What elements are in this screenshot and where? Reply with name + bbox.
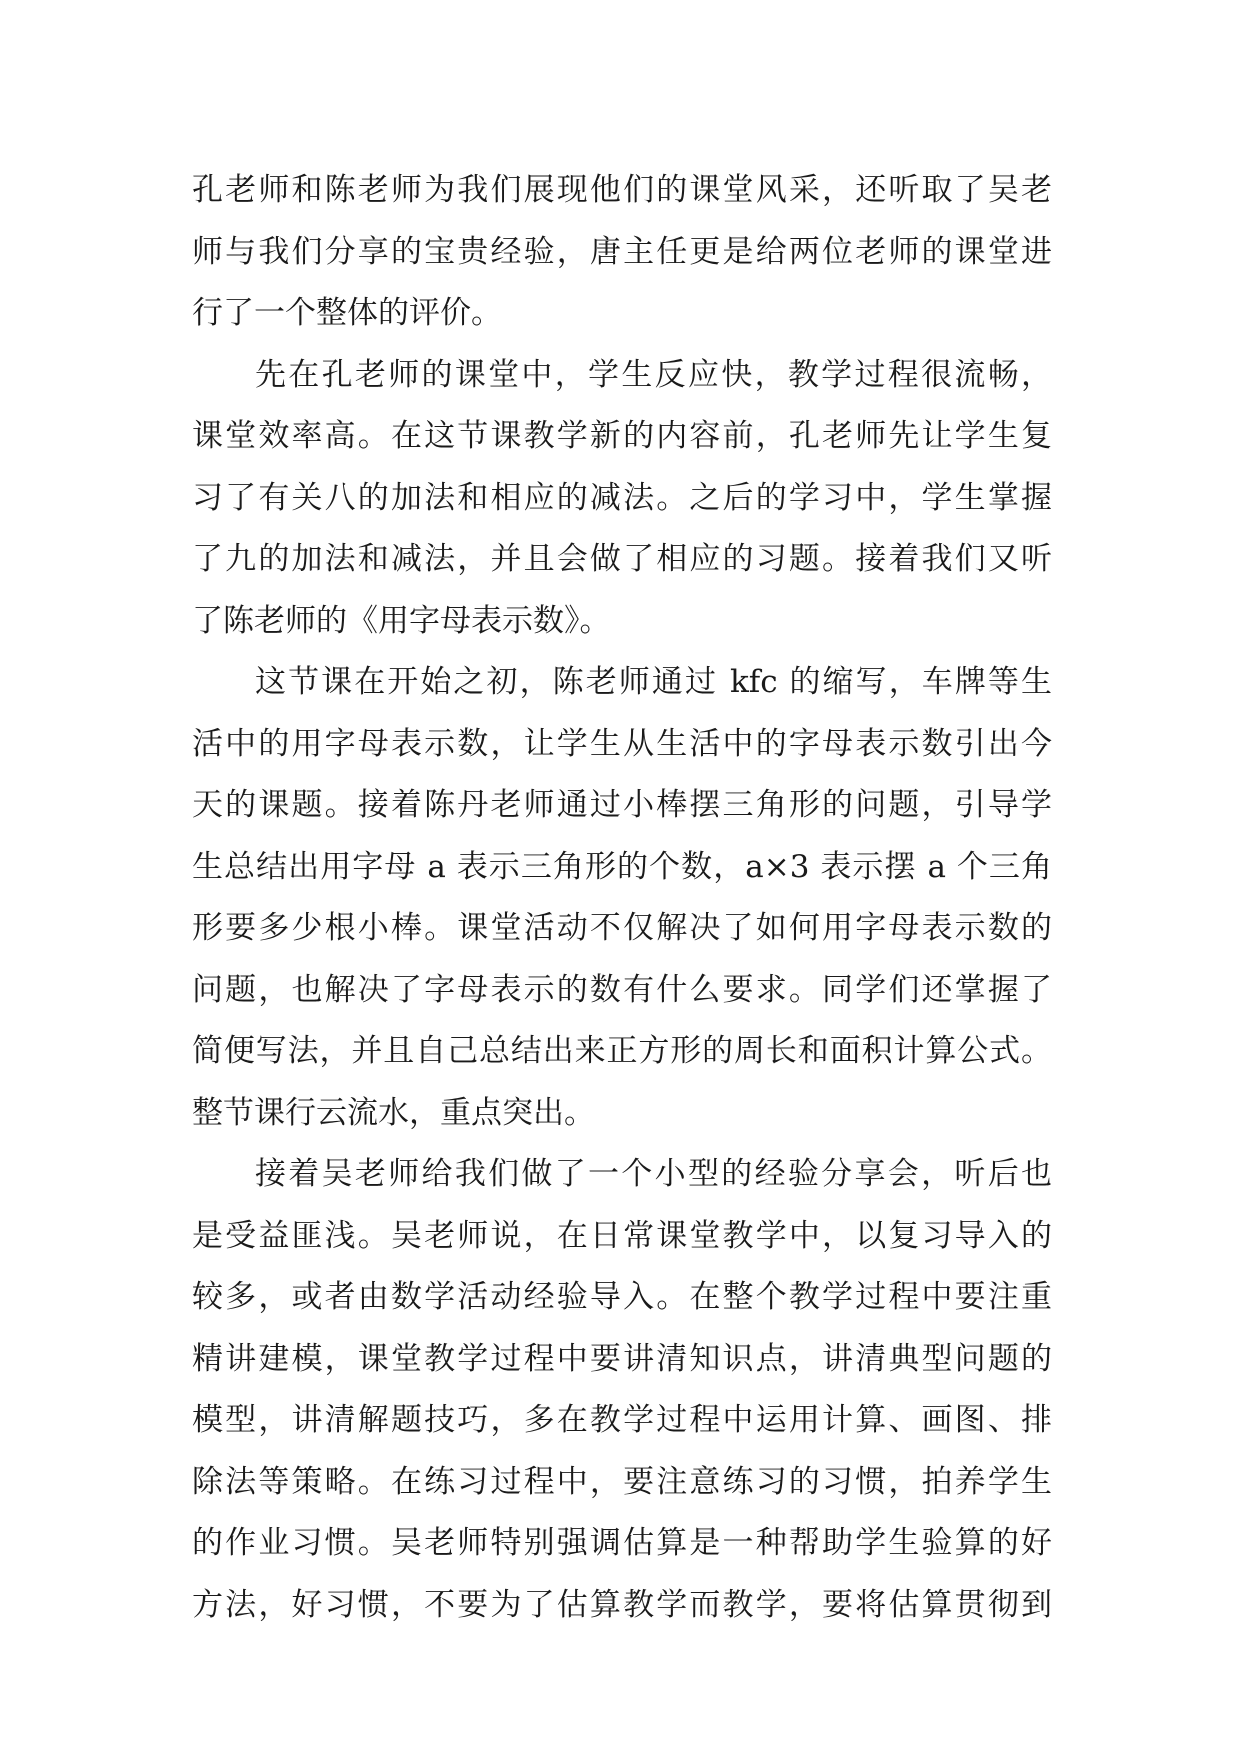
text-line: 生总结出用字母 a 表示三角形的个数，a×3 表示摆 a 个三角	[192, 848, 1052, 885]
text-line: 这节课在开始之初，陈老师通过 kfc 的缩写，车牌等生	[255, 664, 1052, 700]
text-line: 的作业习惯。吴老师特别强调估算是一种帮助学生验算的好	[192, 1525, 1052, 1561]
text-line: 较多，或者由数学活动经验导入。在整个教学过程中要注重	[192, 1279, 1052, 1315]
text-line: 精讲建模，课堂教学过程中要讲清知识点，讲清典型问题的	[192, 1340, 1052, 1377]
text-line: 了陈老师的《用字母表示数》。	[192, 602, 611, 639]
paragraph	[192, 1144, 1052, 1636]
text-line: 简便写法，并且自己总结出来正方形的周长和面积计算公式。	[192, 1033, 1052, 1069]
body-text	[192, 160, 1052, 1636]
text-line: 活中的用字母表示数，让学生从生活中的字母表示数引出今	[192, 725, 1052, 762]
text-line: 接着吴老师给我们做了一个小型的经验分享会，听后也	[255, 1156, 1052, 1192]
text-line: 了九的加法和减法，并且会做了相应的习题。接着我们又听	[192, 541, 1052, 577]
paragraph	[192, 160, 1052, 345]
text-line: 模型，讲清解题技巧，多在教学过程中运用计算、画图、排	[192, 1402, 1052, 1438]
text-line: 孔老师和陈老师为我们展现他们的课堂风采，还听取了吴老	[192, 172, 1052, 208]
text-line: 问题，也解决了字母表示的数有什么要求。同学们还掌握了	[192, 971, 1052, 1008]
text-line: 师与我们分享的宝贵经验，唐主任更是给两位老师的课堂进	[192, 233, 1052, 270]
text-line: 习了有关八的加法和相应的减法。之后的学习中，学生掌握	[192, 479, 1052, 516]
text-line: 行了一个整体的评价。	[192, 295, 502, 331]
text-line: 天的课题。接着陈丹老师通过小棒摆三角形的问题，引导学	[192, 787, 1052, 823]
text-line: 整节课行云流水，重点突出。	[192, 1094, 595, 1131]
text-line: 方法，好习惯，不要为了估算教学而教学，要将估算贯彻到	[192, 1586, 1052, 1623]
text-line: 课堂效率高。在这节课教学新的内容前，孔老师先让学生复	[192, 418, 1052, 454]
paragraph	[192, 652, 1052, 1144]
paragraph	[192, 345, 1052, 653]
text-line: 形要多少根小棒。课堂活动不仅解决了如何用字母表示数的	[192, 910, 1052, 946]
text-line: 除法等策略。在练习过程中，要注意练习的习惯，拍养学生	[192, 1463, 1052, 1500]
text-line: 是受益匪浅。吴老师说，在日常课堂教学中，以复习导入的	[192, 1217, 1052, 1254]
text-line: 先在孔老师的课堂中，学生反应快，教学过程很流畅，	[255, 356, 1052, 393]
